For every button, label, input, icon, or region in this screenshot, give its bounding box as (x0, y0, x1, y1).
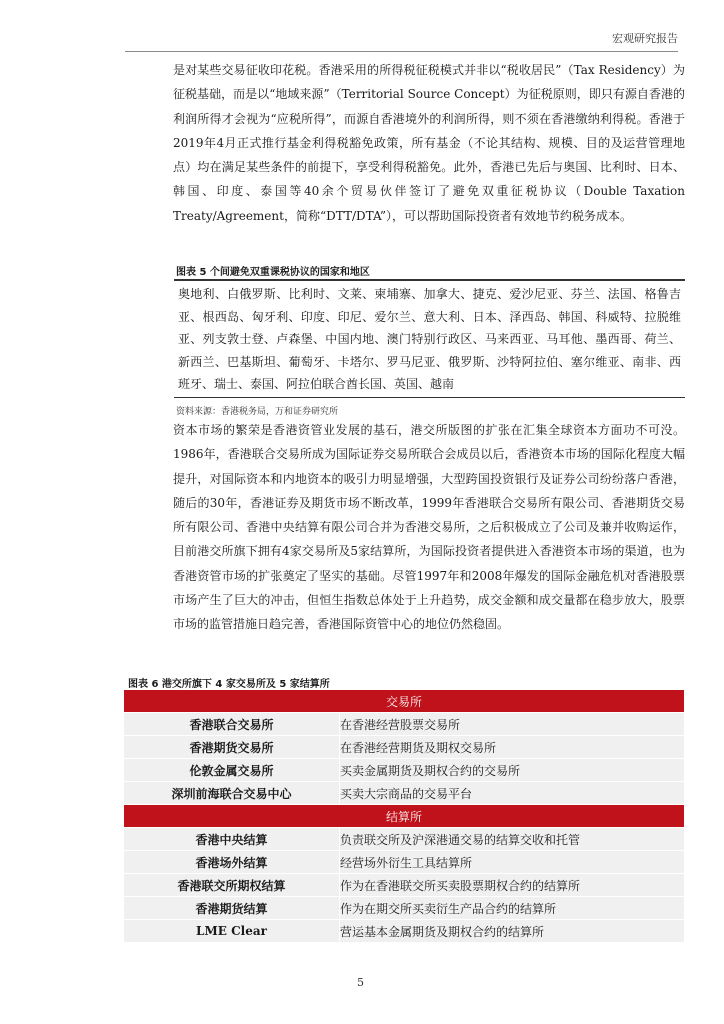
entity-description: 买卖大宗商品的交易平台 (340, 782, 685, 805)
figure5-table (174, 279, 685, 398)
figure5-country-list: 奥地利、白俄罗斯、比利时、文莱、柬埔寨、加拿大、捷克、爱沙尼亚、芬兰、法国、格鲁吉亚、根西岛、匈牙利、印度、印尼、爱尔兰、意大利、日本、泽西岛、韩国、科威特、拉脱维亚、列支敦士登、卢森堡、中国内地、澳门特别行政区、马来西亚、马耳他、墨西哥、荷兰、新西兰、巴基斯坦、葡萄牙、卡塔尔、罗马尼亚、俄罗斯、沙特阿拉伯、塞尔维亚、南非、西班牙、瑞士、泰国、阿拉伯联合酋长国、英国、越南 (178, 287, 681, 392)
table-row (124, 759, 684, 782)
figure5-source: 资料来源：香港税务局，万和证券研究所 (176, 407, 339, 417)
page-number: 5 (357, 976, 364, 989)
entity-name: 伦敦金属交易所 (124, 759, 340, 782)
body-paragraph-tax: 是对某些交易征收印花税。香港采用的所得税征税模式并非以“税收居民”（Tax Residency）为征税基础，而是以“地域来源”（Territorial Source Concept）为征税原则，即只有源自香港的利润所得才会视为“应税所得”，而源自香港境外的利润所得，则不须在香港缴纳利得税。香港于2019年4月正式推行基金利得税豁免政策，所有基金（不论其结构、规模、目的及运营管理地点）均在满足某些条件的前提下，享受利得税豁免。此外，香港已先后与奥国、比利时、日本、韩国、印度、泰国等40余个贸易伙伴签订了避免双重征税协议（Double Taxation Treaty/Agreement，简称“DTT/DTA”），可以帮助国际投资者有效地节约税务成本。 (173, 63, 685, 223)
table-row (124, 851, 684, 874)
entity-name: 香港联交所期权结算 (124, 874, 340, 897)
entity-description: 在香港经营股票交易所 (340, 713, 685, 736)
table-row (124, 713, 684, 736)
entity-description: 负责联交所及沪深港通交易的结算交收和托管 (340, 828, 685, 851)
section-header-clearing-houses (124, 805, 684, 828)
entity-description: 在香港经营期货及期权交易所 (340, 736, 685, 759)
entity-description: 营运基本金属期货及期权合约的结算所 (340, 920, 685, 943)
section-title: 结算所 (124, 805, 684, 828)
entity-name: 香港中央结算 (124, 828, 340, 851)
report-header-label: 宏观研究报告 (612, 32, 678, 45)
entity-name: 香港期货结算 (124, 897, 340, 920)
figure6-caption: 图表 6 港交所旗下 4 家交易所及 5 家结算所 (128, 679, 330, 690)
table-row (124, 828, 684, 851)
entity-description: 经营场外衍生工具结算所 (340, 851, 685, 874)
section-header-exchanges (124, 690, 684, 713)
table-row (124, 782, 684, 805)
header-divider (125, 51, 678, 52)
table-row (124, 736, 684, 759)
entity-description: 作为在香港联交所买卖股票期权合约的结算所 (340, 874, 685, 897)
entity-description: 作为在期交所买卖衍生产品合约的结算所 (340, 897, 685, 920)
section-title: 交易所 (124, 690, 684, 713)
entity-description: 买卖金属期货及期权合约的交易所 (340, 759, 685, 782)
body-paragraph-hkex: 资本市场的繁荣是香港资管业发展的基石，港交所版图的扩张在汇集全球资本方面功不可没。1986年，香港联合交易所成为国际证券交易所联合会成员以后，香港资本市场的国际化程度大幅提升，对国际资本和内地资本的吸引力明显增强，大型跨国投资银行及证券公司纷纷落户香港，随后的30年，香港证券及期货市场不断改革，1999年香港联合交易所有限公司、香港期货交易所有限公司、香港中央结算有限公司合并为香港交易所，之后积极成立了公司及兼并收购运作，目前港交所旗下拥有4家交易所及5家结算所，为国际投资者提供进入香港资本市场的渠道，也为香港资管市场的扩张奠定了坚实的基础。尽管1997年和2008年爆发的国际金融危机对香港股票市场产生了巨大的冲击，但恒生指数总体处于上升趋势，成交金额和成交量都在稳步放大，股票市场的监管措施日趋完善，香港国际资管中心的地位仍然稳固。 (173, 423, 685, 632)
entity-name: 深圳前海联合交易中心 (124, 782, 340, 805)
table-row (124, 897, 684, 920)
figure5-caption: 图表 5 个间避免双重课税协议的国家和地区 (176, 267, 370, 278)
entity-name: 香港场外结算 (124, 851, 340, 874)
entity-name: LME Clear (124, 920, 340, 943)
table-row (124, 920, 684, 943)
figure6-table (124, 690, 684, 943)
entity-name: 香港联合交易所 (124, 713, 340, 736)
entity-name: 香港期货交易所 (124, 736, 340, 759)
table-row (124, 874, 684, 897)
